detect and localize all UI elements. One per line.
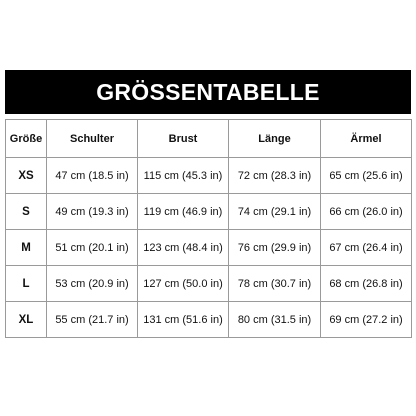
length-cell: 78 cm (30.7 in) <box>229 266 321 302</box>
header-size: Größe <box>6 120 47 158</box>
header-sleeve: Ärmel <box>321 120 412 158</box>
table-row <box>6 266 412 302</box>
sleeve-cell: 65 cm (25.6 in) <box>321 158 412 194</box>
table-row <box>6 194 412 230</box>
table-row <box>6 158 412 194</box>
header-length: Länge <box>229 120 321 158</box>
shoulder-cell: 53 cm (20.9 in) <box>47 266 138 302</box>
length-cell: 76 cm (29.9 in) <box>229 230 321 266</box>
chest-cell: 127 cm (50.0 in) <box>138 266 229 302</box>
sleeve-cell: 66 cm (26.0 in) <box>321 194 412 230</box>
chest-cell: 115 cm (45.3 in) <box>138 158 229 194</box>
chest-cell: 119 cm (46.9 in) <box>138 194 229 230</box>
shoulder-cell: 51 cm (20.1 in) <box>47 230 138 266</box>
shoulder-cell: 47 cm (18.5 in) <box>47 158 138 194</box>
size-cell: L <box>6 266 47 302</box>
length-cell: 74 cm (29.1 in) <box>229 194 321 230</box>
header-row <box>6 120 412 158</box>
sleeve-cell: 68 cm (26.8 in) <box>321 266 412 302</box>
table-row <box>6 302 412 338</box>
sleeve-cell: 67 cm (26.4 in) <box>321 230 412 266</box>
chest-cell: 131 cm (51.6 in) <box>138 302 229 338</box>
length-cell: 72 cm (28.3 in) <box>229 158 321 194</box>
chest-cell: 123 cm (48.4 in) <box>138 230 229 266</box>
header-chest: Brust <box>138 120 229 158</box>
size-cell: M <box>6 230 47 266</box>
shoulder-cell: 49 cm (19.3 in) <box>47 194 138 230</box>
size-cell: XL <box>6 302 47 338</box>
size-cell: S <box>6 194 47 230</box>
header-shoulder: Schulter <box>47 120 138 158</box>
sleeve-cell: 69 cm (27.2 in) <box>321 302 412 338</box>
table-row <box>6 230 412 266</box>
size-table <box>5 119 412 338</box>
length-cell: 80 cm (31.5 in) <box>229 302 321 338</box>
chart-title: GRÖSSENTABELLE <box>5 70 411 114</box>
shoulder-cell: 55 cm (21.7 in) <box>47 302 138 338</box>
size-cell: XS <box>6 158 47 194</box>
size-chart <box>5 70 411 338</box>
